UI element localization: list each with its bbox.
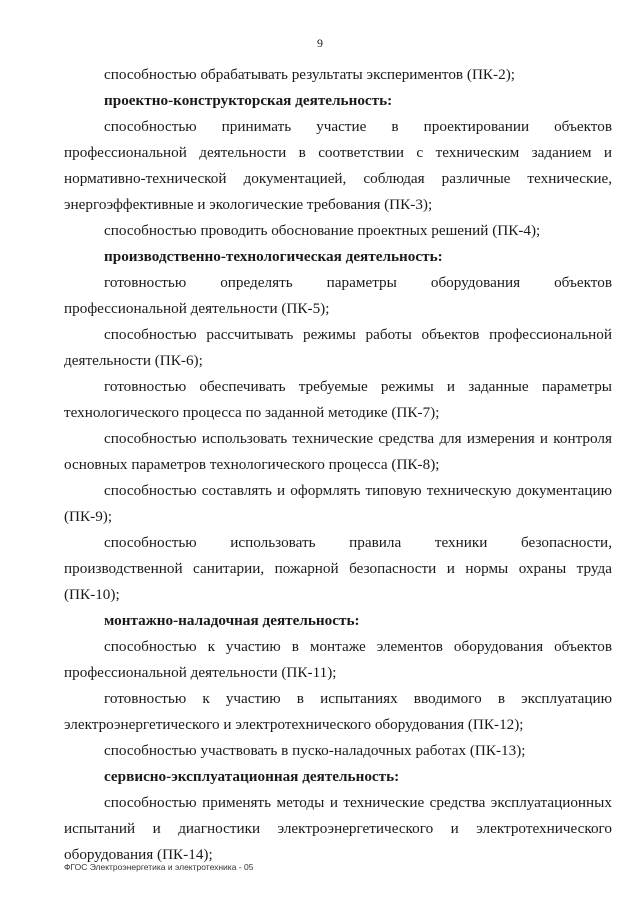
paragraph-pk-8: способностью использовать технические средства для измерения и контроля основных параметров технологического процесса (ПК-8);	[64, 430, 612, 473]
paragraph-pk-12: готовностью к участию в испытаниях вводимого в эксплуатацию электроэнергетического и электротехнического оборудования (ПК-12);	[64, 690, 612, 733]
paragraph-pk-13: способностью участвовать в пуско-наладочных работах (ПК-13);	[104, 742, 526, 759]
paragraph-pk-9: способностью составлять и оформлять типовую техническую документацию (ПК-9);	[64, 482, 612, 525]
page-number: 9	[317, 36, 323, 50]
paragraph-pk-7: готовностью обеспечивать требуемые режимы и заданные параметры технологического процесса по заданной методике (ПК-7);	[64, 378, 612, 421]
page-footer: ФГОС Электроэнергетика и электротехника - 05	[64, 862, 254, 872]
paragraph-pk-6: способностью рассчитывать режимы работы объектов профессиональной деятельности (ПК-6);	[64, 326, 612, 369]
paragraph-pk-5: готовностью определять параметры оборудования объектов профессиональной деятельности (ПК-5);	[64, 274, 612, 317]
paragraph-pk-10: способностью использовать правила техники безопасности, производственной санитарии, пожарной безопасности и нормы охраны труда (ПК-10);	[64, 534, 612, 603]
section-heading-installation: монтажно-наладочная деятельность:	[104, 612, 360, 629]
document-body	[64, 62, 612, 868]
section-heading-service: сервисно-эксплуатационная деятельность:	[104, 768, 400, 785]
paragraph-pk-2: способностью обрабатывать результаты экспериментов (ПК-2);	[104, 66, 515, 83]
section-heading-production: производственно-технологическая деятельность:	[104, 248, 443, 265]
paragraph-pk-3: способностью принимать участие в проектировании объектов профессиональной деятельности в соответствии с техническим заданием и нормативно-технической документацией, соблюдая различные технические, энергоэффективные и экологические требования (ПК-3);	[64, 118, 612, 213]
paragraph-pk-14: способностью применять методы и технические средства эксплуатационных испытаний и диагностики электроэнергетического и электротехнического оборудования (ПК-14);	[64, 794, 612, 863]
paragraph-pk-4: способностью проводить обоснование проектных решений (ПК-4);	[104, 222, 541, 239]
section-heading-design: проектно-конструкторская деятельность:	[104, 92, 393, 109]
paragraph-pk-11: способностью к участию в монтаже элементов оборудования объектов профессиональной деятельности (ПК-11);	[64, 638, 612, 681]
